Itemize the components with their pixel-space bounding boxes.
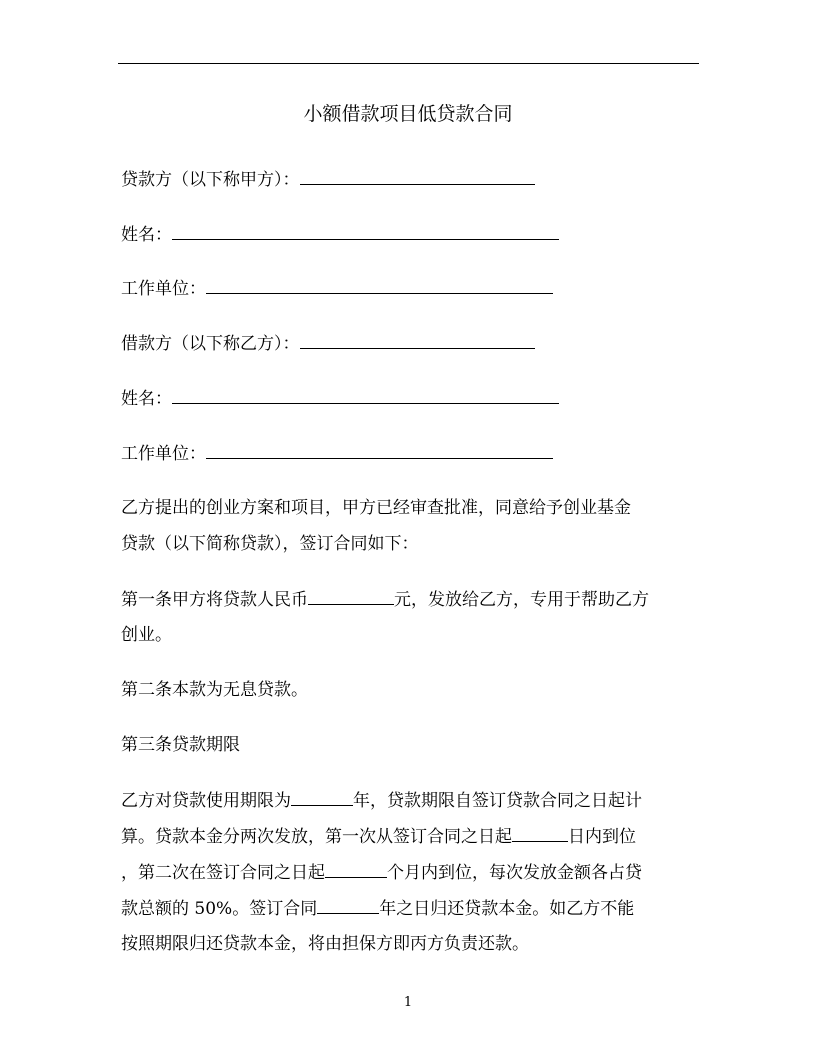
lender-line bbox=[121, 162, 535, 197]
borrower-name-label: 姓名： bbox=[121, 389, 172, 409]
lender-name-line bbox=[121, 217, 559, 252]
amount-blank bbox=[308, 582, 394, 605]
document-title: 小额借款项目低贷款合同 bbox=[303, 103, 513, 125]
article-3-line2 bbox=[121, 819, 636, 854]
lender-unit-blank bbox=[206, 271, 553, 294]
lender-name-blank bbox=[172, 217, 559, 240]
borrower-unit-label: 工作单位： bbox=[121, 444, 206, 464]
borrower-name-blank bbox=[172, 381, 559, 404]
borrower-blank bbox=[300, 326, 535, 349]
lender-blank bbox=[300, 162, 535, 185]
borrower-unit-blank bbox=[206, 436, 553, 459]
article-3-l4-a: 款总额的 50%。签订合同 bbox=[121, 899, 318, 919]
lender-unit-line bbox=[121, 271, 553, 306]
lender-label: 贷款方（以下称甲方）： bbox=[121, 170, 300, 190]
article-3-l4-b: 年之日归还贷款本金。如乙方不能 bbox=[379, 899, 635, 919]
article-2: 第二条本款为无息贷款。 bbox=[121, 680, 308, 700]
article-1-line2: 创业。 bbox=[121, 625, 172, 645]
article-3-heading: 第三条贷款期限 bbox=[121, 735, 240, 755]
article-3-l2-b: 日内到位 bbox=[568, 827, 636, 847]
article-3-line1 bbox=[121, 783, 642, 818]
intro-paragraph-line2: 贷款（以下简称贷款），签订合同如下： bbox=[121, 534, 419, 554]
article-3-l1-a: 乙方对贷款使用期限为 bbox=[121, 791, 291, 811]
article-3-l3-b: 个月内到位，每次发放金额各占贷 bbox=[387, 863, 642, 883]
lender-name-label: 姓名： bbox=[121, 225, 172, 245]
article-1-text-a: 第一条甲方将贷款人民币 bbox=[121, 590, 308, 610]
first-days-blank bbox=[512, 819, 568, 842]
term-years-blank bbox=[291, 783, 353, 806]
article-3-line3 bbox=[121, 855, 642, 890]
borrower-label: 借款方（以下称乙方）： bbox=[121, 334, 300, 354]
borrower-unit-line bbox=[121, 436, 553, 471]
article-1-text-b: 元，发放给乙方，专用于帮助乙方 bbox=[394, 590, 649, 610]
lender-unit-label: 工作单位： bbox=[121, 279, 206, 299]
borrower-line bbox=[121, 326, 535, 361]
second-months-blank bbox=[325, 855, 387, 878]
article-1-line1 bbox=[121, 582, 649, 617]
page-number: 1 bbox=[403, 995, 413, 1010]
article-3-line5: 按照期限归还贷款本金，将由担保方即丙方负责还款。 bbox=[121, 934, 529, 954]
article-3-l2-a: 算。贷款本金分两次发放，第一次从签订合同之日起 bbox=[121, 827, 512, 847]
article-3-l1-b: 年，贷款期限自签订贷款合同之日起计 bbox=[353, 791, 642, 811]
intro-paragraph-line1: 乙方提出的创业方案和项目，甲方已经审查批准，同意给予创业基金 bbox=[121, 498, 631, 518]
article-3-line4 bbox=[121, 891, 634, 926]
borrower-name-line bbox=[121, 381, 559, 416]
article-3-l3-a: ，第二次在签订合同之日起 bbox=[121, 863, 325, 883]
repay-years-blank bbox=[317, 891, 379, 914]
header-rule bbox=[118, 63, 699, 64]
